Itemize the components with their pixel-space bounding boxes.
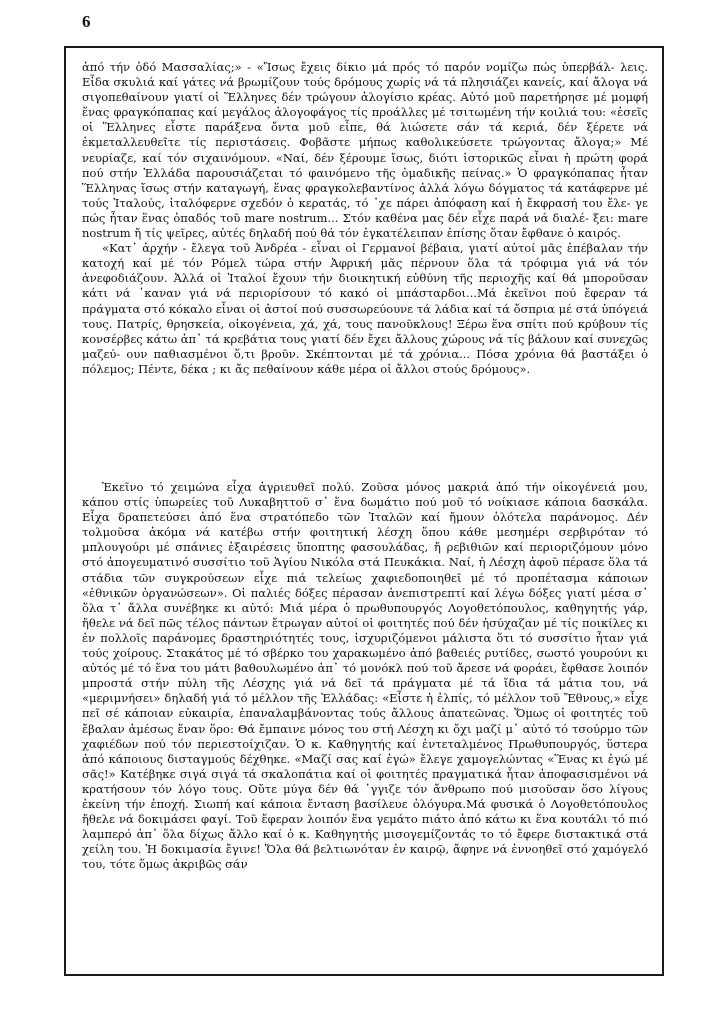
paragraph: Ἐκεῖνο τό χειμώνα εἶχα ἀγριευθεῖ πολύ. Ζοῦσα μόνος μακριά ἀπό τήν οἰκογένειά μου, κάπου στίς ὑπωρείες τοῦ Λυκαβηττοῦ σ᾽ ἕνα δωμάτιο πού μοῦ τό νοίκιασε κάποια δασκάλα. Εἶχα δραπετεύσει ἀπό ἕνα στρατόπεδο τῶν Ἰταλῶν καί ἤμουν ὁλότελα παράνομος. Δέν τολμοῦσα ἀκόμα νά κατέβω στήν φοιτητική λέσχη ὅπου κάθε μεσημέρι σερβιρόταν τό μπλουγούρι μέ σπάνιες ἐξαιρέσεις ὕποπτης φασουλάδας, ἤ ρεβιθιῶν καί περιοριζόμουν μόνο στό ἀπογευματινό συσσίτιο τοῦ Ἁγίου Νικόλα στά Πευκάκια. Ναί, ἡ Λέσχη ἀφοῦ πέρασε ὅλα τά στάδια τῶν συγκρούσεων εἶχε πιά τελείως χαφιεδοποιηθεῖ μέ τό προπέτασμα κάποιων «ἐθνικῶν ὀργανώσεων». Οἱ παλιές δόξες πέρασαν ἀνεπιστρεπτί καί λέγω δόξες γιατί μέσα σ᾽ ὅλα τ᾽ ἄλλα συνέβηκε κι αὐτό: Μιά μέρα ὁ πρωθυπουργός Λογοθετόπουλος, καθηγητής γάρ, ἤθελε νά δεῖ πῶς τέλος πάντων ἔτρωγαν αὐτοί οἱ φοιτητές πού δέν ἡσύχαζαν μέ τίς ποικίλες κι ἐν πολλοῖς παράνομες δραστηριότητές τους, ἰσχυριζόμενοι μάλιστα ὅτι τό συσσίτιο ἦταν γιά τούς χοίρους. Στακάτος μέ τό σβέρκο του χαρακωμένο ἀπό βαθειές ρυτίδες, σωστό γουρούνι κι αὐτός μέ τό ἕνα του μάτι βαθουλωμένο ἀπ᾽ τό μονόκλ πού τοῦ ἄρεσε νά φοράει, ἔφθασε λοιπόν μπροστά στήν πύλη τῆς Λέσχης γιά νά δεῖ τά πράγματα μέ τά ἴδια τά μάτια του, νά «μεριμνήσει» δηλαδή γιά τό μέλλον τῆς Ἑλλάδας: «Εἶστε ἡ ἐλπίς, τό μέλλον τοῦ Ἔθνους,» εἶχε πεῖ σέ κάποιαν εὐκαιρία, ἐπαναλαμβάνοντας τούς ἄλλους ἀπατεῶνας. Ὅμως οἱ φοιτητές τοῦ ἔβαλαν ἀμέσως ἕναν ὅρο: Θά ἔμπαινε μόνος του στή Λέσχη κι ὄχι μαζί μ᾽ αὐτό τό τσούρμο τῶν χαφιέδων πού τόν περιεστοίχιζαν. Ὁ κ. Καθηγητής καί ἐντεταλμένος Πρωθυπουργός, ὕστερα ἀπό κάποιους δισταγμούς δέχθηκε. «Μαζί σας καί ἐγώ» ἔλεγε χαμογελώντας «Ἕνας κι ἐγώ μέ σᾶς!» Κατέβηκε σιγά σιγά τά σκαλοπάτια καί οἱ φοιτητές πραγματικά ἦταν ἀποφασισμένοι νά κρατήσουν τόν λόγο τους. Οὔτε μύγα δέν θά ᾽γγιζε τόν ἄνθρωπο πού μισοῦσαν ὅσο λίγους ἐκείνη τήν ἐποχή. Σιωπή καί κάποια ἔνταση βασίλευε ὁλόγυρα.Μά φυσικά ὁ Λογοθετόπουλος ἤθελε νά δοκιμάσει φαγί. Τοῦ ἔφεραν λοιπόν ἕνα γεμάτο πιάτο ἀπό κάτω κι ἕνα κουτάλι τό πιό λαμπερό ἀπ᾽ ὅλα δίχως ἄλλο καί ὁ κ. Καθηγητής μισογεμίζοντάς το τό ἔφερε διστακτικά στά χείλη του. Ἡ δοκιμασία ἔγινε! Ὅλα θά βελτιωνόταν ἐν καιρῷ, ἄφηνε νά ἐννοηθεῖ στό χαμόγελό του, τότε ὅμως ἀκριβῶς σάν — [82, 480, 648, 872]
text-section-2 — [82, 480, 648, 872]
paragraph: «Κατ᾽ ἀρχήν - ἔλεγα τοῦ Ἀνδρέα - εἶναι οἱ Γερμανοί βέβαια, γιατί αὐτοί μᾶς ἐπέβαλαν τήν κατοχή καί μέ τόν Ρόμελ τώρα στήν Ἀφρική μᾶς πέρνουν ὅλα τά τρόφιμα γιά νά τόν ἀνεφοδιάζουν. Ἀλλά οἱ Ἰταλοί ἔχουν τήν διοικητική εὐθύνη τῆς περιοχῆς καί θά μποροῦσαν κάτι νά ᾽καναν γιά νά περιορίσουν τό κακό οἱ μπάσταρδοι...Μά ἐκεῖνοι πού ἔφεραν τά πράγματα στό κόκαλο εἶναι οἱ ἀστοί πού συσσωρεύουνε τά λάδια καί τά ὄσπρια μέ στά ὑπόγειά τους. Πατρίς, θρησκεία, οἰκογένεια, χά, χά, τους πανοῦκλους! Ξέρω ἕνα σπίτι πού κρύβουν τίς κονσέρβες κάτω ἀπ᾽ τά κρεβάτια τους γιατί δέν ἔχει ἄλλους χώρους νά τίς βάλουν καί συνεχῶς μαζεύ- ουν παθιασμένοι ὅ,τι βροῦν. Σκέπτονται μέ τά χρόνια... Πόσα χρόνια θά βαστάξει ὁ πόλεμος; Πέντε, δέκα ; κι ἄς πεθαίνουν κάθε μέρα οἱ ἄλλοι στούς δρόμους». — [82, 241, 648, 376]
page-number: 6 — [82, 12, 91, 31]
text-section-1 — [82, 60, 648, 377]
paragraph: ἀπό τήν ὁδό Μασσαλίας;» - «Ἴσως ἔχεις δίκιο μά πρός τό παρόν νομίζω πώς ὑπερβάλ- λεις. Εἶδα σκυλιά καί γάτες νά βρωμίζουν τούς δρόμους χωρίς νά τά πλησιάζει κανείς, καί ἄλογα νά σιγοπεθαίνουν γιατί οἱ Ἕλληνες δέν τρώγουν ἀλογίσιο κρέας. Αὐτό μοῦ παρετήρησε μέ μομφή ἕνας φραγκόπαπας καί μεγάλος ἀλογοφάγος τίς προάλλες μέ τσιτωμένη τήν κοιλιά του: «ἐσεῖς οἱ Ἕλληνες εἶστε παράξενα ὄντα μοῦ εἶπε, θά λιώσετε σάν τά κεριά, δέν ξέρετε νά ἐκμεταλλευθεῖτε τίς περιστάσεις. Φοβᾶστε μήπως καθολικεύσετε τρώγοντας ἄλογα;» Μέ νευρίαζε, καί τόν σιχαινόμουν. «Ναί, δέν ξέρουμε ἴσως, διότι ἱστορικῶς εἶναι ἡ πρώτη φορά πού στήν Ἑλλάδα παρουσιάζεται τό φαινόμενο τῆς ὁμαδικῆς πείνας.» Ὁ φραγκόπαπας ἦταν Ἕλληνας ἴσως στήν καταγωγή, ἕνας φραγκολεβαντίνος ἀλλά λόγω δόγματος τά κατάφερνε μέ τούς Ἰταλούς, ἰταλόφερνε σχεδόν ὁ κερατάς, τό ᾽χε πάρει ἀπόφαση καί ἡ ἔκφρασή του ἔλε- γε πώς ἦταν ἕνας ὀπαδός τοῦ mare nostrum... Στόν καθένα μας δέν εἶχε παρά νά διαλέ- ξει: mare nostrum ἤ τίς ψεῖρες, αὐτές δηλαδή πού θά τόν ἐγκατέλειπαν ἐπίσης ὅταν ἔφθανε ὁ καιρός. — [82, 60, 648, 241]
